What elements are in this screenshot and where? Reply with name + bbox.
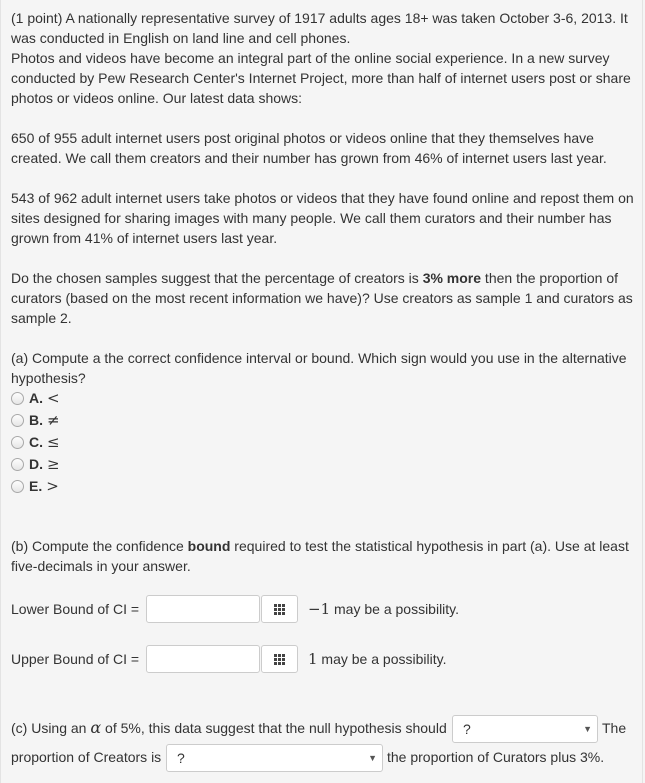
grid-icon [274,654,285,665]
option-symbol: < [47,389,60,407]
part-b-text-end: required to test the statistical hypothesis in part (a). Use at least five-decimals in your answer. [11,538,629,574]
part-c-text-mid: of 5%, this data suggest that the null hypothesis should [101,720,447,736]
equation-editor-button[interactable] [261,645,298,673]
option-letter: C. [29,434,43,450]
dropdown-arrow-icon: ▼ [368,753,377,763]
part-a-prompt: (a) Compute a the correct confidence interval or bound. Which sign would you use in the alternative hypothesis? [11,350,627,386]
comparison-select[interactable] [166,744,383,772]
radio-button-c[interactable] [11,436,24,449]
part-b-prompt [11,536,636,576]
grid-icon [274,604,285,615]
option-e[interactable] [11,476,59,496]
part-c-line2-end: the proportion of Curators plus 3%. [387,749,605,765]
option-letter: E. [29,478,43,494]
select-value: ? [463,721,471,737]
upper-bound-input[interactable] [146,645,260,673]
question-text-start: Do the chosen samples suggest that the percentage of creators is [11,270,423,286]
part-b-text-start: (b) Compute the confidence [11,538,188,554]
intro-paragraph-2: Photos and videos have become an integral part of the online social experience. In a new survey conducted by Pew Research Center's Internet Project, more than half of internet users post or share photos or videos online. Our latest data shows: [11,50,631,106]
part-c-line2-start: proportion of Creators is [11,749,162,765]
intro-paragraph-1: (1 point) A nationally representative survey of 1917 adults ages 18+ was taken October 3-6, 2013. It was conducted in English on land line and cell phones. [11,10,628,46]
null-hypothesis-select[interactable] [452,715,598,743]
option-letter: D. [29,456,43,472]
lower-bound-input[interactable] [146,595,260,623]
dropdown-arrow-icon: ▼ [583,724,592,734]
option-symbol: > [46,477,59,495]
option-letter: B. [29,412,43,428]
alpha-symbol: α [90,718,102,737]
option-c[interactable] [11,432,60,452]
part-b-emphasis: bound [187,538,231,554]
hint-math: 1 [308,650,318,668]
option-a[interactable] [11,388,60,408]
part-c-text [11,718,447,738]
option-b[interactable] [11,410,60,430]
radio-button-d[interactable] [11,458,24,471]
radio-button-b[interactable] [11,414,24,427]
option-letter: A. [29,390,43,406]
option-symbol: ≤ [47,433,60,451]
radio-button-a[interactable] [11,392,24,405]
question-paragraph [11,268,636,328]
lower-bound-label: Lower Bound of CI = [11,601,140,617]
upper-bound-hint [308,649,446,669]
lower-bound-hint [308,599,459,619]
option-d[interactable] [11,454,60,474]
part-c-text-start: (c) Using an [11,720,91,736]
part-c-text-after-select: The [602,720,627,736]
curators-paragraph: 543 of 962 adult internet users take photos or videos that they have found online and repost them on sites designed for sharing images with many people. We call them curators and their number has grown from 41% of internet users last year. [11,190,634,246]
question-text-end: then the proportion of curators (based on the most recent information we have)? Use creators as sample 1 and curators as sample 2. [11,270,633,326]
equation-editor-button[interactable] [261,595,298,623]
question-emphasis: 3% more [422,270,482,286]
hint-text: may be a possibility. [317,651,447,667]
option-symbol: ≥ [47,455,60,473]
radio-button-e[interactable] [11,480,24,493]
select-value: ? [177,750,185,766]
upper-bound-label: Upper Bound of CI = [11,651,140,667]
hint-math: −1 [308,600,331,618]
creators-paragraph: 650 of 955 adult internet users post original photos or videos online that they themselves have created. We call them creators and their number has grown from 46% of internet users last year. [11,130,607,166]
option-symbol: ≠ [47,411,60,429]
hint-text: may be a possibility. [330,601,460,617]
